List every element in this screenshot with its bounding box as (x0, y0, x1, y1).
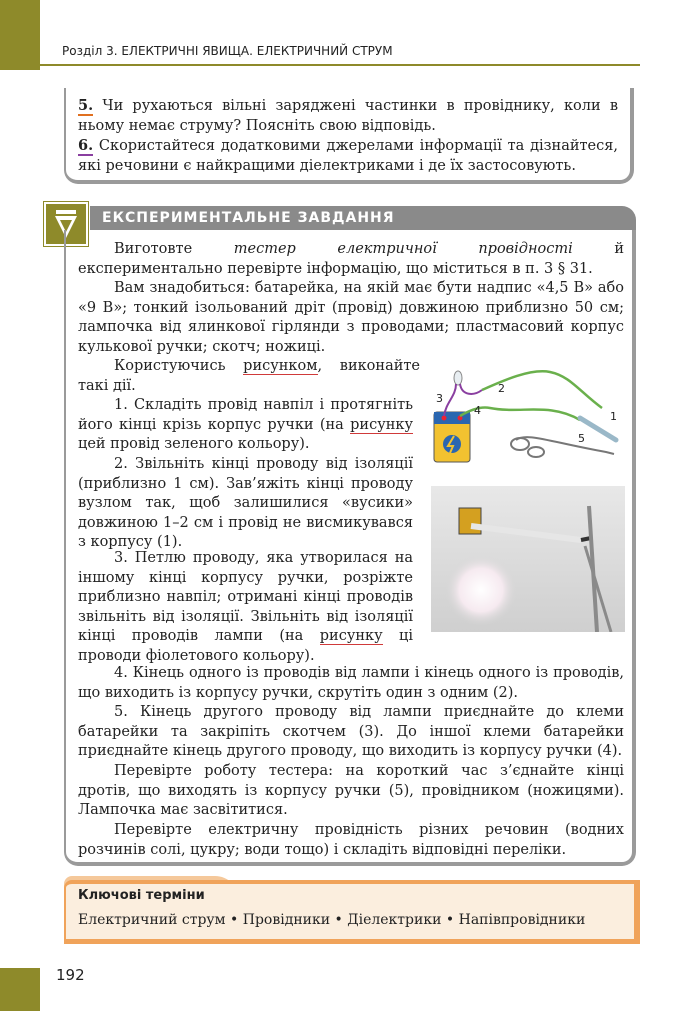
term-separator: • (334, 912, 343, 928)
step-3 (78, 549, 413, 666)
figure-link[interactable]: рисунку (319, 628, 383, 644)
lamp-wire (460, 384, 482, 394)
intro-text: Виготовте (114, 241, 234, 257)
figure-label-1: 1 (610, 410, 617, 423)
figure-label-2: 2 (498, 382, 505, 395)
key-term: Електричний струм (78, 912, 226, 928)
scissors-handle (511, 438, 529, 450)
figure-label-4: 4 (474, 404, 481, 417)
figure-link[interactable]: рисунком (243, 358, 318, 374)
use-text-end: , виконайте такі дії. (78, 358, 420, 394)
step-text-end: цей провід зеленого кольору). (78, 436, 310, 452)
tester-photo (431, 486, 625, 632)
step-5: 5. Кінець другого проводу від лампи приєднайте до клеми батарейки та закріпіть скотчем (3). До іншої клеми батарейки приєднайте кінець другого проводу, що виходить із корпусу ручки (4). (78, 704, 624, 759)
question-5 (78, 96, 618, 136)
photo-pen (471, 526, 581, 540)
term-separator: • (230, 912, 239, 928)
header-rule (40, 64, 640, 66)
materials-paragraph: Вам знадобиться: батарейка, на якій має бути надпис «4,5 В» або «9 В»; тонкий ізольований дріт (провід) довжиною приблизно 50 см; лампочка від ялинкової гірлянди з проводами; пластмасовий корпус кулькової ручки; скотч; ножиці. (78, 280, 624, 355)
intro-emphasis: тестер електричної провідності (233, 241, 573, 257)
experiment-intro (78, 240, 624, 279)
term-separator: • (445, 912, 455, 928)
conductivity-paragraph: Перевірте електричну провідність різних речовин (водних розчинів солі, цукру; води тощо) і складіть відповідні переліки. (78, 822, 624, 858)
figure-label-5: 5 (578, 432, 585, 445)
experiment-title: ЕКСПЕРИМЕНТАЛЬНЕ ЗАВДАННЯ (90, 206, 636, 230)
battery-terminal-plus (442, 416, 447, 421)
figure-link[interactable]: рисунку (350, 416, 413, 433)
key-terms-title: Ключові терміни (78, 888, 205, 903)
key-term: Провідники (242, 912, 331, 928)
step-text: 3. Петлю проводу, яка утворилася на іншому кінці корпусу ручки, розріжте приблизно навпіл; отримані кінці проводів звільніть від ізоляції. Звільніть від ізоляції кінці проводів лампи (на (78, 550, 413, 644)
step-text-end: ці проводи фіолетового кольору). (78, 628, 413, 664)
question-text: Чи рухаються вільні заряджені частинки в провіднику, коли в ньому немає струму? Поясніть свою відповідь. (78, 98, 619, 134)
lamp-wire (444, 384, 456, 416)
section-header: Розділ 3. ЕЛЕКТРИЧНІ ЯВИЩА. ЕЛЕКТРИЧНИЙ СТРУМ (62, 44, 393, 58)
use-figure-paragraph (78, 357, 420, 396)
question-number: 5. (78, 97, 94, 114)
lamp-glow (445, 554, 517, 626)
step-4: 4. Кінець одного із проводів від лампи і кінець одного із проводів, що виходить із корпусу ручки, скрутіть один з одним (2). (78, 665, 624, 701)
scissors (516, 437, 614, 454)
photo-battery (459, 508, 481, 534)
question-text: Скористайтеся додатковими джерелами інформації та дізнайтеся, які речовини є найкращими діелектриками і де їх застосовують. (78, 138, 618, 174)
question-6 (78, 136, 618, 176)
step-text: 1. Складіть провід навпіл і протягніть його кінці крізь корпус ручки (на (78, 397, 413, 433)
page-number: 192 (56, 966, 85, 984)
check-paragraph: Перевірте роботу тестера: на короткий час з’єднайте кінці дротів, що виходять із корпусу ручки (5), провідником (ножицями). Лампочка має засвітитися. (78, 763, 624, 818)
questions-box (64, 88, 634, 184)
key-term: Напівпровідники (458, 912, 586, 928)
figure-label-3: 3 (436, 392, 443, 405)
key-term: Діелектрики (347, 912, 442, 928)
step-2: 2. Звільніть кінці проводу від ізоляції (приблизно 1 см). Зав’яжіть кінці проводу вузлом так, щоб залишилися «вусики» довжиною 1–2 см і провід не висмикувався з корпусу (1). (78, 456, 413, 550)
side-accent-top (0, 0, 40, 70)
key-terms-list (78, 912, 585, 928)
side-accent-bottom (0, 968, 40, 1011)
use-text: Користуючись (114, 358, 244, 374)
lamp-bulb (454, 371, 462, 385)
intro-text-end: й експериментально перевірте інформацію, що міститься в п. 3 § 31. (78, 241, 624, 277)
step-1 (78, 396, 413, 455)
question-number: 6. (78, 137, 94, 154)
tester-illustration (430, 362, 626, 474)
scissors-handle (528, 447, 544, 457)
